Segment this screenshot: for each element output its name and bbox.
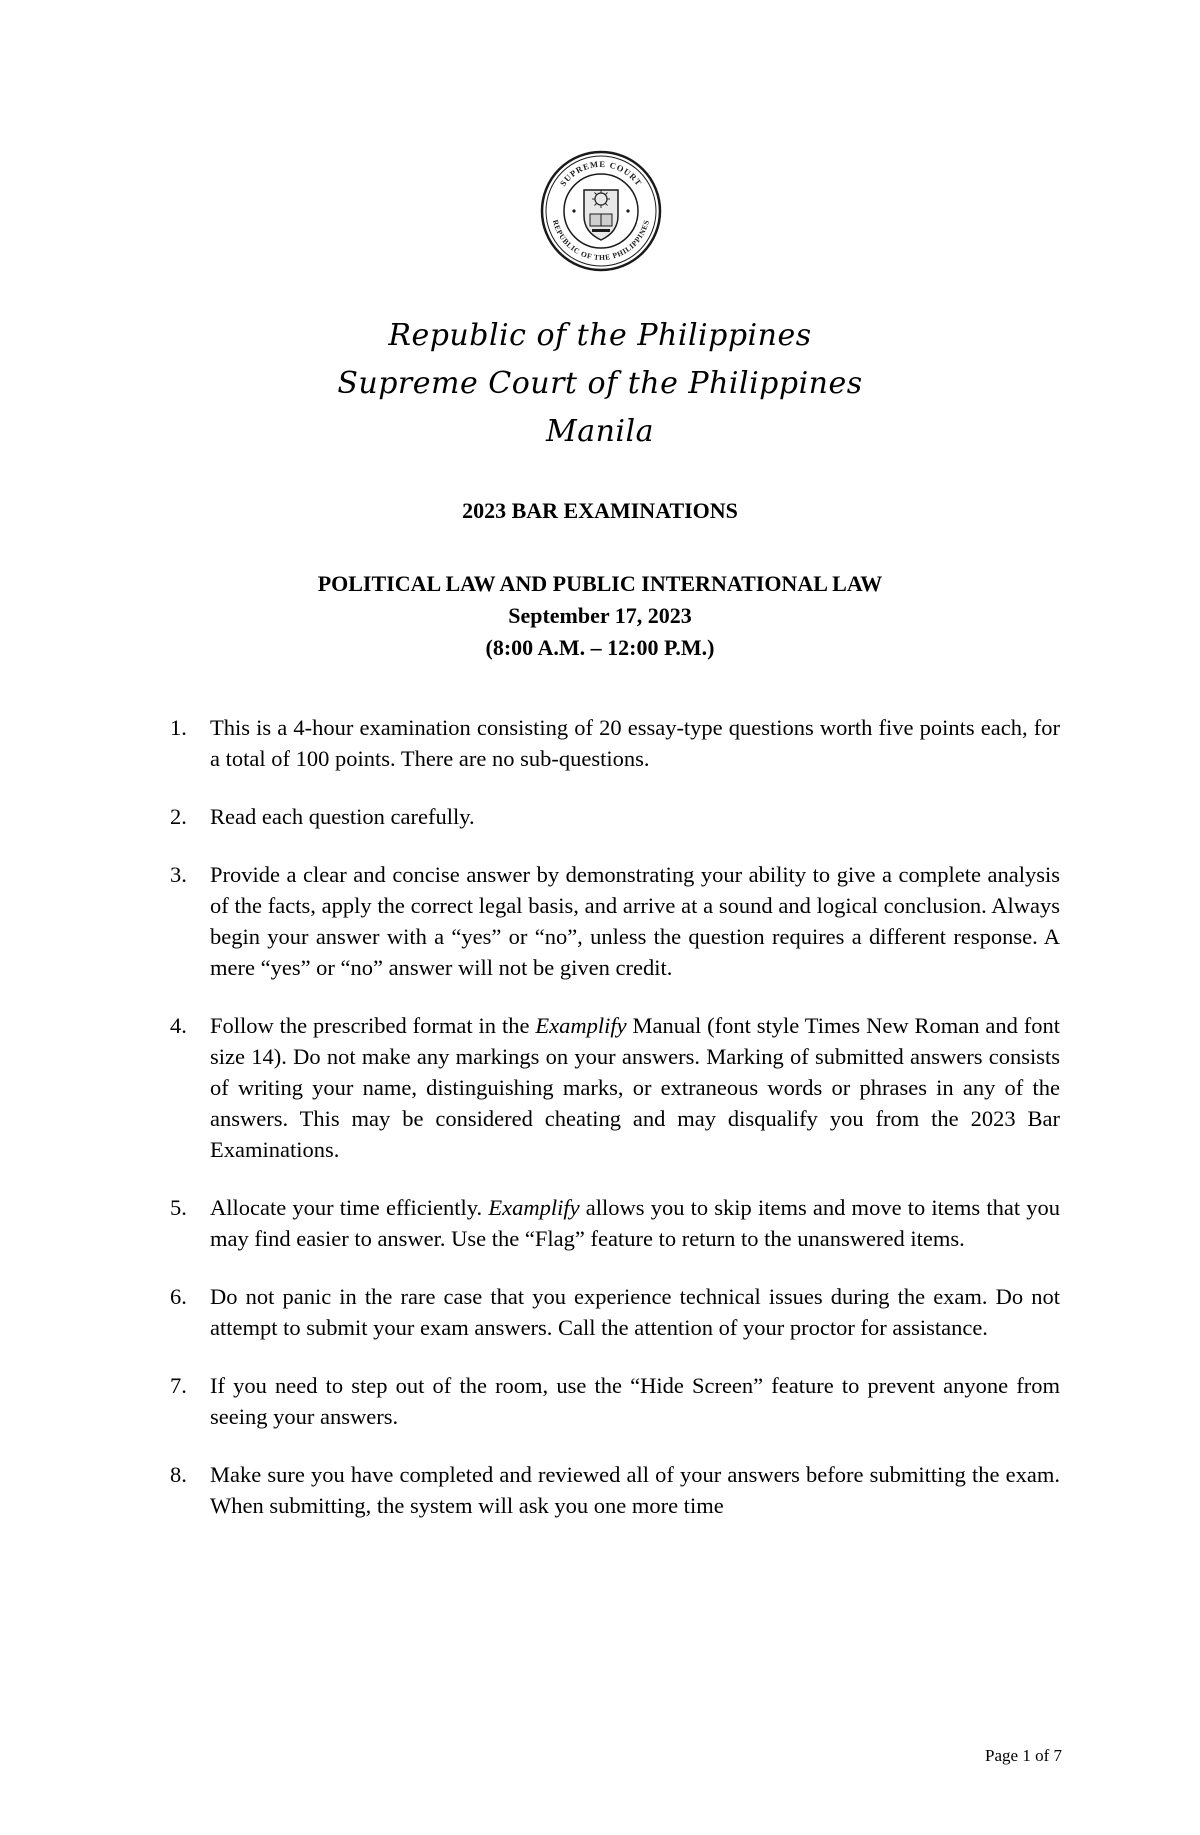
instruction-number: 1. — [170, 715, 187, 740]
instruction-text-post: allows you to skip items and move to items that you may find easier to answer. Use the “Flag” feature to return to the unanswered items. — [210, 1195, 1060, 1251]
instruction-text: Provide a clear and concise answer by demonstrating your ability to give a complete analysis of the facts, apply the correct legal basis, and arrive at a sound and logical conclusion. Always begin your answer with a “yes” or “no”, unless the question requires a different response. A mere “yes” or “no” answer will not be given credit. — [210, 862, 1060, 980]
exam-subject-block — [0, 568, 1200, 664]
instruction-number: 8. — [170, 1462, 187, 1487]
exam-date: September 17, 2023 — [508, 603, 692, 628]
header-republic: Republic of the Philippines — [388, 318, 812, 353]
exam-time: (8:00 A.M. – 12:00 P.M.) — [485, 635, 715, 660]
instruction-item — [170, 1459, 1060, 1521]
instruction-item — [170, 1010, 1060, 1165]
examplify-term: Examplify — [488, 1195, 580, 1220]
header-city: Manila — [546, 414, 654, 449]
instruction-text: Make sure you have completed and reviewed all of your answers before submitting the exam. When submitting, the system will ask you one more time — [210, 1462, 1060, 1518]
instruction-number: 5. — [170, 1195, 187, 1220]
page-number: Page 1 of 7 — [985, 1746, 1062, 1765]
instruction-text: This is a 4-hour examination consisting of 20 essay-type questions worth five points each, for a total of 100 points. There are no sub-questions. — [210, 715, 1060, 771]
instructions-list — [170, 712, 1060, 1548]
instruction-text-pre: Follow the prescribed format in the — [210, 1013, 536, 1038]
instruction-text: Do not panic in the rare case that you experience technical issues during the exam. Do not attempt to submit your exam answers. Call the attention of your proctor for assistance. — [210, 1284, 1060, 1340]
instruction-number: 3. — [170, 862, 187, 887]
examplify-term: Examplify — [535, 1013, 627, 1038]
instruction-item — [170, 801, 1060, 832]
header-supreme-court: Supreme Court of the Philippines — [337, 366, 863, 401]
instruction-text: If you need to step out of the room, use the “Hide Screen” feature to prevent anyone from seeing your answers. — [210, 1373, 1060, 1429]
instruction-number: 2. — [170, 804, 187, 829]
instruction-text-pre: Allocate your time efficiently. — [210, 1195, 489, 1220]
court-letterhead — [0, 312, 1200, 456]
instruction-number: 6. — [170, 1284, 187, 1309]
seal-top-text: SUPREME COURT — [557, 158, 645, 189]
instruction-number: 7. — [170, 1373, 187, 1398]
instruction-item — [170, 859, 1060, 983]
instruction-item — [170, 712, 1060, 774]
instruction-item — [170, 1370, 1060, 1432]
instruction-text-post: Manual (font style Times New Roman and font size 14). Do not make any markings on your answers. Marking of submitted answers consists of writing your name, distinguishing marks, or extraneous words or phrases in any of the answers. This may be considered cheating and may disqualify you from the 2023 Bar Examinations. — [210, 1013, 1061, 1162]
seal-bottom-text: REPUBLIC OF THE PHILIPPINES — [550, 218, 652, 263]
exam-subject: POLITICAL LAW AND PUBLIC INTERNATIONAL LAW — [317, 571, 883, 596]
supreme-court-seal-icon — [540, 150, 662, 272]
instruction-item — [170, 1192, 1060, 1254]
exam-title: 2023 BAR EXAMINATIONS — [462, 498, 738, 523]
instruction-text: Read each question carefully. — [210, 804, 475, 829]
instruction-item — [170, 1281, 1060, 1343]
instruction-number: 4. — [170, 1013, 187, 1038]
